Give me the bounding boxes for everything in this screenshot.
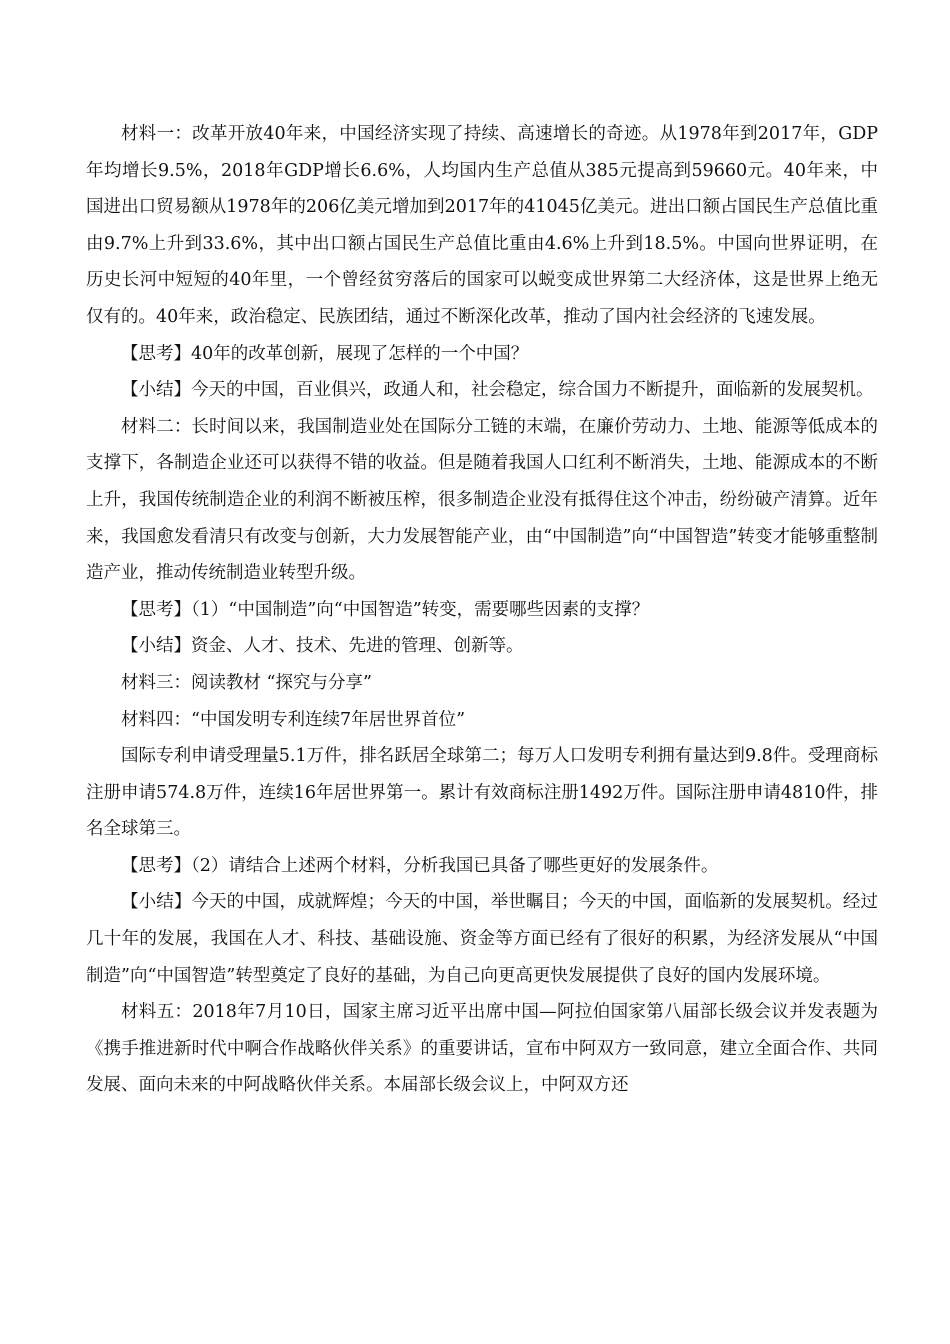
think-prompt-two: 【思考】（1）“中国制造”向“中国智造”转变，需要哪些因素的支撑？ [121,599,650,620]
think-prompt-three: 【思考】（2）请结合上述两个材料，分析我国已具备了哪些更好的发展条件。 [121,855,719,876]
document-body [86,116,878,1104]
summary-one: 【小结】今天的中国，百业俱兴，政通人和，社会稳定，综合国力不断提升，面临新的发展契机。 [121,380,874,401]
think-prompt-one: 【思考】40年的改革创新，展现了怎样的一个中国？ [121,343,529,364]
material-four-paragraph: 国际专利申请受理量5.1万件，排名跃居全球第二；每万人口发明专利拥有量达到9.8件。受理商标注册申请574.8万件，连续16年居世界第一。累计有效商标注册1492万件。国际注册申请4810件，排名全球第三。 [86,746,878,840]
summary-three: 【小结】今天的中国，成就辉煌；今天的中国，举世瞩目；今天的中国，面临新的发展契机。经过几十年的发展，我国在人才、科技、基础设施、资金等方面已经有了很好的积累，为经济发展从“中国制造”向“中国智造”转型奠定了良好的基础，为自己向更高更快发展提供了良好的国内发展环境。 [86,892,878,986]
material-four-heading: 材料四：“中国发明专利连续7年居世界首位” [121,709,466,730]
material-one-paragraph: 材料一：改革开放40年来，中国经济实现了持续、高速增长的奇迹。从1978年到2017年，GDP年均增长9.5%，2018年GDP增长6.6%，人均国内生产总值从385元提高到59660元。40年来，中国进出口贸易额从1978年的206亿美元增加到2017年的41045亿美元。进出口额占国民生产总值比重由9.7%上升到33.6%，其中出口额占国民生产总值比重由4.6%上升到18.5%。中国向世界证明，在历史长河中短短的40年里，一个曾经贫穷落后的国家可以蜕变成世界第二大经济体，这是世界上绝无仅有的。40年来，政治稳定、民族团结，通过不断深化改革，推动了国内社会经济的飞速发展。 [86,124,878,327]
material-three-paragraph: 材料三：阅读教材 “探究与分享” [121,672,372,693]
material-two-paragraph: 材料二：长时间以来，我国制造业处在国际分工链的末端，在廉价劳动力、土地、能源等低成本的支撑下，各制造企业还可以获得不错的收益。但是随着我国人口红利不断消失，土地、能源成本的不断上升，我国传统制造企业的利润不断被压榨，很多制造企业没有抵得住这个冲击，纷纷破产清算。近年来，我国愈发看清只有改变与创新，大力发展智能产业，由“中国制造”向“中国智造”转变才能够重整制造产业，推动传统制造业转型升级。 [86,416,878,584]
summary-two: 【小结】资金、人才、技术、先进的管理、创新等。 [121,636,524,657]
material-five-paragraph: 材料五：2018年7月10日，国家主席习近平出席中国—阿拉伯国家第八届部长级会议并发表题为《携手推进新时代中啊合作战略伙伴关系》的重要讲话，宣布中阿双方一致同意，建立全面合作、共同发展、面向未来的中阿战略伙伴关系。本届部长级会议上，中阿双方还 [86,1002,878,1096]
